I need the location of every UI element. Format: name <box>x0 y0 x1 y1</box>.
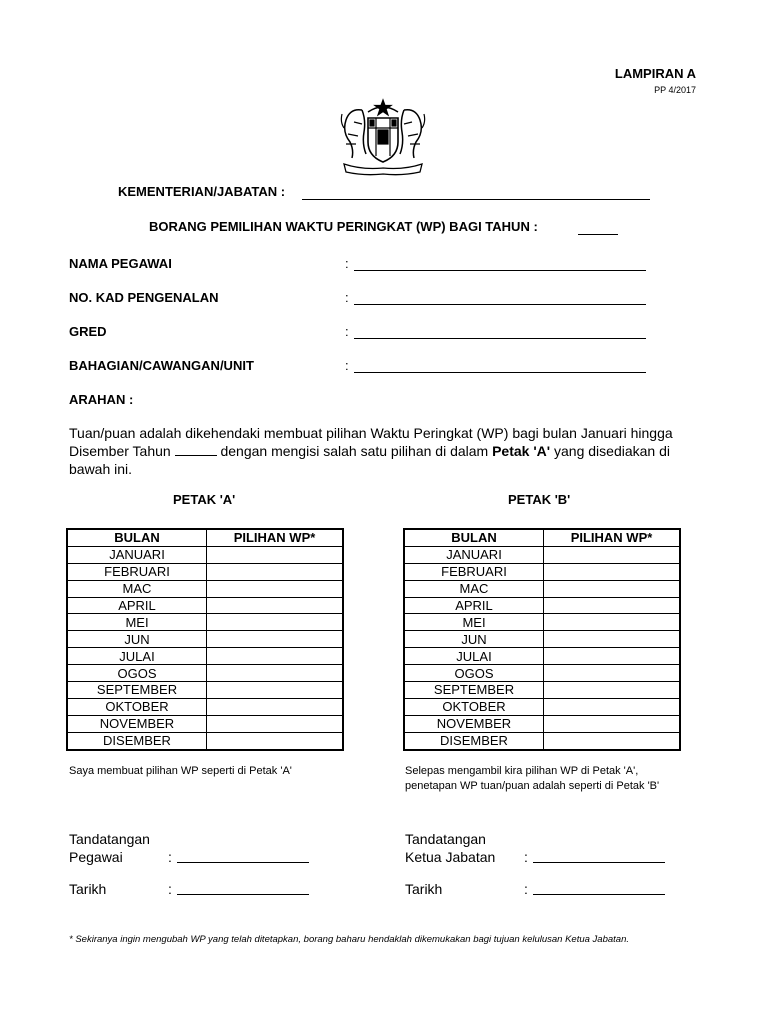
pilihan-wp-cell[interactable] <box>544 597 681 614</box>
pilihan-wp-cell[interactable] <box>207 682 344 699</box>
pilihan-wp-cell[interactable] <box>544 698 681 715</box>
month-cell: JULAI <box>67 648 207 665</box>
bahagian-label: BAHAGIAN/CAWANGAN/UNIT <box>69 358 254 373</box>
month-cell: OGOS <box>67 665 207 682</box>
table-row <box>404 648 680 665</box>
note-petak-a: Saya membuat pilihan WP seperti di Petak 'A' <box>69 765 292 777</box>
month-cell: APRIL <box>404 597 544 614</box>
month-cell: MAC <box>404 580 544 597</box>
month-cell: JANUARI <box>67 546 207 563</box>
table-row <box>404 597 680 614</box>
arahan-label: ARAHAN : <box>69 392 134 407</box>
signature-colon: : <box>168 849 172 865</box>
tahun-blank[interactable] <box>175 443 217 456</box>
col-bulan: BULAN <box>404 529 544 546</box>
month-cell: NOVEMBER <box>67 715 207 732</box>
kementerian-field[interactable] <box>302 199 650 200</box>
pilihan-wp-cell[interactable] <box>544 715 681 732</box>
pilihan-wp-cell[interactable] <box>207 715 344 732</box>
table-row <box>404 580 680 597</box>
table-row <box>67 648 343 665</box>
pilihan-wp-cell[interactable] <box>544 580 681 597</box>
table-row <box>67 698 343 715</box>
pilihan-wp-cell[interactable] <box>207 648 344 665</box>
gred-label: GRED <box>69 324 107 339</box>
kad-pengenalan-label: NO. KAD PENGENALAN <box>69 290 219 305</box>
malaysia-coat-of-arms-icon <box>332 98 434 178</box>
tarikh-colon: : <box>168 881 172 897</box>
field-colon: : <box>345 324 349 339</box>
instruction-text-1: Tuan/puan adalah dikehendaki membuat pilihan Waktu Peringkat (WP) bagi bulan Januari hingga Disember Tahun <box>69 425 673 459</box>
col-pilihan-wp: PILIHAN WP* <box>544 529 681 546</box>
instruction-paragraph <box>69 424 709 478</box>
table-row <box>404 631 680 648</box>
pilihan-wp-cell[interactable] <box>207 732 344 749</box>
table-row <box>404 715 680 732</box>
table-row <box>67 546 343 563</box>
field-colon: : <box>345 358 349 373</box>
lampiran-label: LAMPIRAN A <box>614 66 696 81</box>
tarikh-ketua-field[interactable] <box>533 882 665 900</box>
table-row <box>67 580 343 597</box>
pilihan-wp-cell[interactable] <box>207 614 344 631</box>
tarikh-colon: : <box>524 881 528 897</box>
table-row <box>67 732 343 749</box>
pilihan-wp-cell[interactable] <box>544 665 681 682</box>
tarikh-label: Tarikh <box>405 881 443 897</box>
col-pilihan-wp: PILIHAN WP* <box>207 529 344 546</box>
month-cell: DISEMBER <box>404 732 544 749</box>
tarikh-label: Tarikh <box>69 881 107 897</box>
field-colon: : <box>345 290 349 305</box>
table-row <box>67 665 343 682</box>
pilihan-wp-cell[interactable] <box>544 648 681 665</box>
table-row <box>404 563 680 580</box>
ketua-jabatan-label: Ketua Jabatan <box>405 849 496 865</box>
table-row <box>404 682 680 699</box>
signature-ketua-field[interactable] <box>533 850 665 868</box>
month-cell: OGOS <box>404 665 544 682</box>
table-row <box>67 715 343 732</box>
form-title: BORANG PEMILIHAN WAKTU PERINGKAT (WP) BAGI TAHUN : <box>149 219 538 234</box>
table-row <box>67 631 343 648</box>
table-row <box>404 665 680 682</box>
pilihan-wp-cell[interactable] <box>207 563 344 580</box>
pilihan-wp-cell[interactable] <box>207 580 344 597</box>
table-row <box>404 698 680 715</box>
pilihan-wp-cell[interactable] <box>544 614 681 631</box>
pilihan-wp-cell[interactable] <box>544 546 681 563</box>
pilihan-wp-cell[interactable] <box>207 665 344 682</box>
month-cell: APRIL <box>67 597 207 614</box>
field-colon: : <box>345 256 349 271</box>
signature-pegawai-field[interactable] <box>177 850 309 868</box>
month-cell: OKTOBER <box>404 698 544 715</box>
table-row <box>67 597 343 614</box>
month-cell: JUN <box>67 631 207 648</box>
month-cell: NOVEMBER <box>404 715 544 732</box>
kad-pengenalan-field[interactable] <box>354 304 646 305</box>
nama-pegawai-field[interactable] <box>354 270 646 271</box>
table-row <box>67 682 343 699</box>
month-cell: MAC <box>67 580 207 597</box>
month-cell: OKTOBER <box>67 698 207 715</box>
table-row <box>67 614 343 631</box>
col-bulan: BULAN <box>67 529 207 546</box>
kementerian-label: KEMENTERIAN/JABATAN : <box>118 184 286 199</box>
nama-pegawai-label: NAMA PEGAWAI <box>69 256 172 271</box>
tahun-field[interactable] <box>578 234 618 235</box>
instruction-text-3: yang disediakan di bawah ini. <box>69 443 670 477</box>
month-cell: FEBRUARI <box>404 563 544 580</box>
petak-a-table <box>66 528 344 751</box>
instruction-bold: Petak 'A' <box>492 443 551 459</box>
month-cell: JUN <box>404 631 544 648</box>
pilihan-wp-cell[interactable] <box>544 563 681 580</box>
note-petak-b: Selepas mengambil kira pilihan WP di Petak 'A', penetapan WP tuan/puan adalah seperti di Petak 'B' <box>405 765 660 792</box>
footnote: * Sekiranya ingin mengubah WP yang telah ditetapkan, borang baharu hendaklah dikemukakan bagi tujuan kelulusan Ketua Jabatan. <box>69 934 630 945</box>
tandatangan-label: Tandatangan <box>69 831 150 847</box>
table-row <box>404 546 680 563</box>
pilihan-wp-cell[interactable] <box>544 732 681 749</box>
pilihan-wp-cell[interactable] <box>207 597 344 614</box>
petak-b-table <box>403 528 681 751</box>
signature-colon: : <box>524 849 528 865</box>
pp-reference: PP 4/2017 <box>654 85 696 95</box>
month-cell: SEPTEMBER <box>404 682 544 699</box>
month-cell: FEBRUARI <box>67 563 207 580</box>
pilihan-wp-cell[interactable] <box>207 631 344 648</box>
month-cell: JANUARI <box>404 546 544 563</box>
pilihan-wp-cell[interactable] <box>207 698 344 715</box>
tandatangan-label: Tandatangan <box>405 831 486 847</box>
month-cell: SEPTEMBER <box>67 682 207 699</box>
instruction-text-2: dengan mengisi salah satu pilihan di dalam <box>220 443 489 459</box>
table-row <box>404 732 680 749</box>
month-cell: DISEMBER <box>67 732 207 749</box>
pilihan-wp-cell[interactable] <box>544 631 681 648</box>
tarikh-pegawai-field[interactable] <box>177 882 309 900</box>
pilihan-wp-cell[interactable] <box>544 682 681 699</box>
bahagian-field[interactable] <box>354 372 646 373</box>
gred-field[interactable] <box>354 338 646 339</box>
month-cell: JULAI <box>404 648 544 665</box>
table-row <box>67 563 343 580</box>
table-row <box>404 614 680 631</box>
pegawai-label: Pegawai <box>69 849 123 865</box>
pilihan-wp-cell[interactable] <box>207 546 344 563</box>
petak-b-title: PETAK 'B' <box>508 492 571 507</box>
month-cell: MEI <box>67 614 207 631</box>
petak-a-title: PETAK 'A' <box>173 492 236 507</box>
month-cell: MEI <box>404 614 544 631</box>
